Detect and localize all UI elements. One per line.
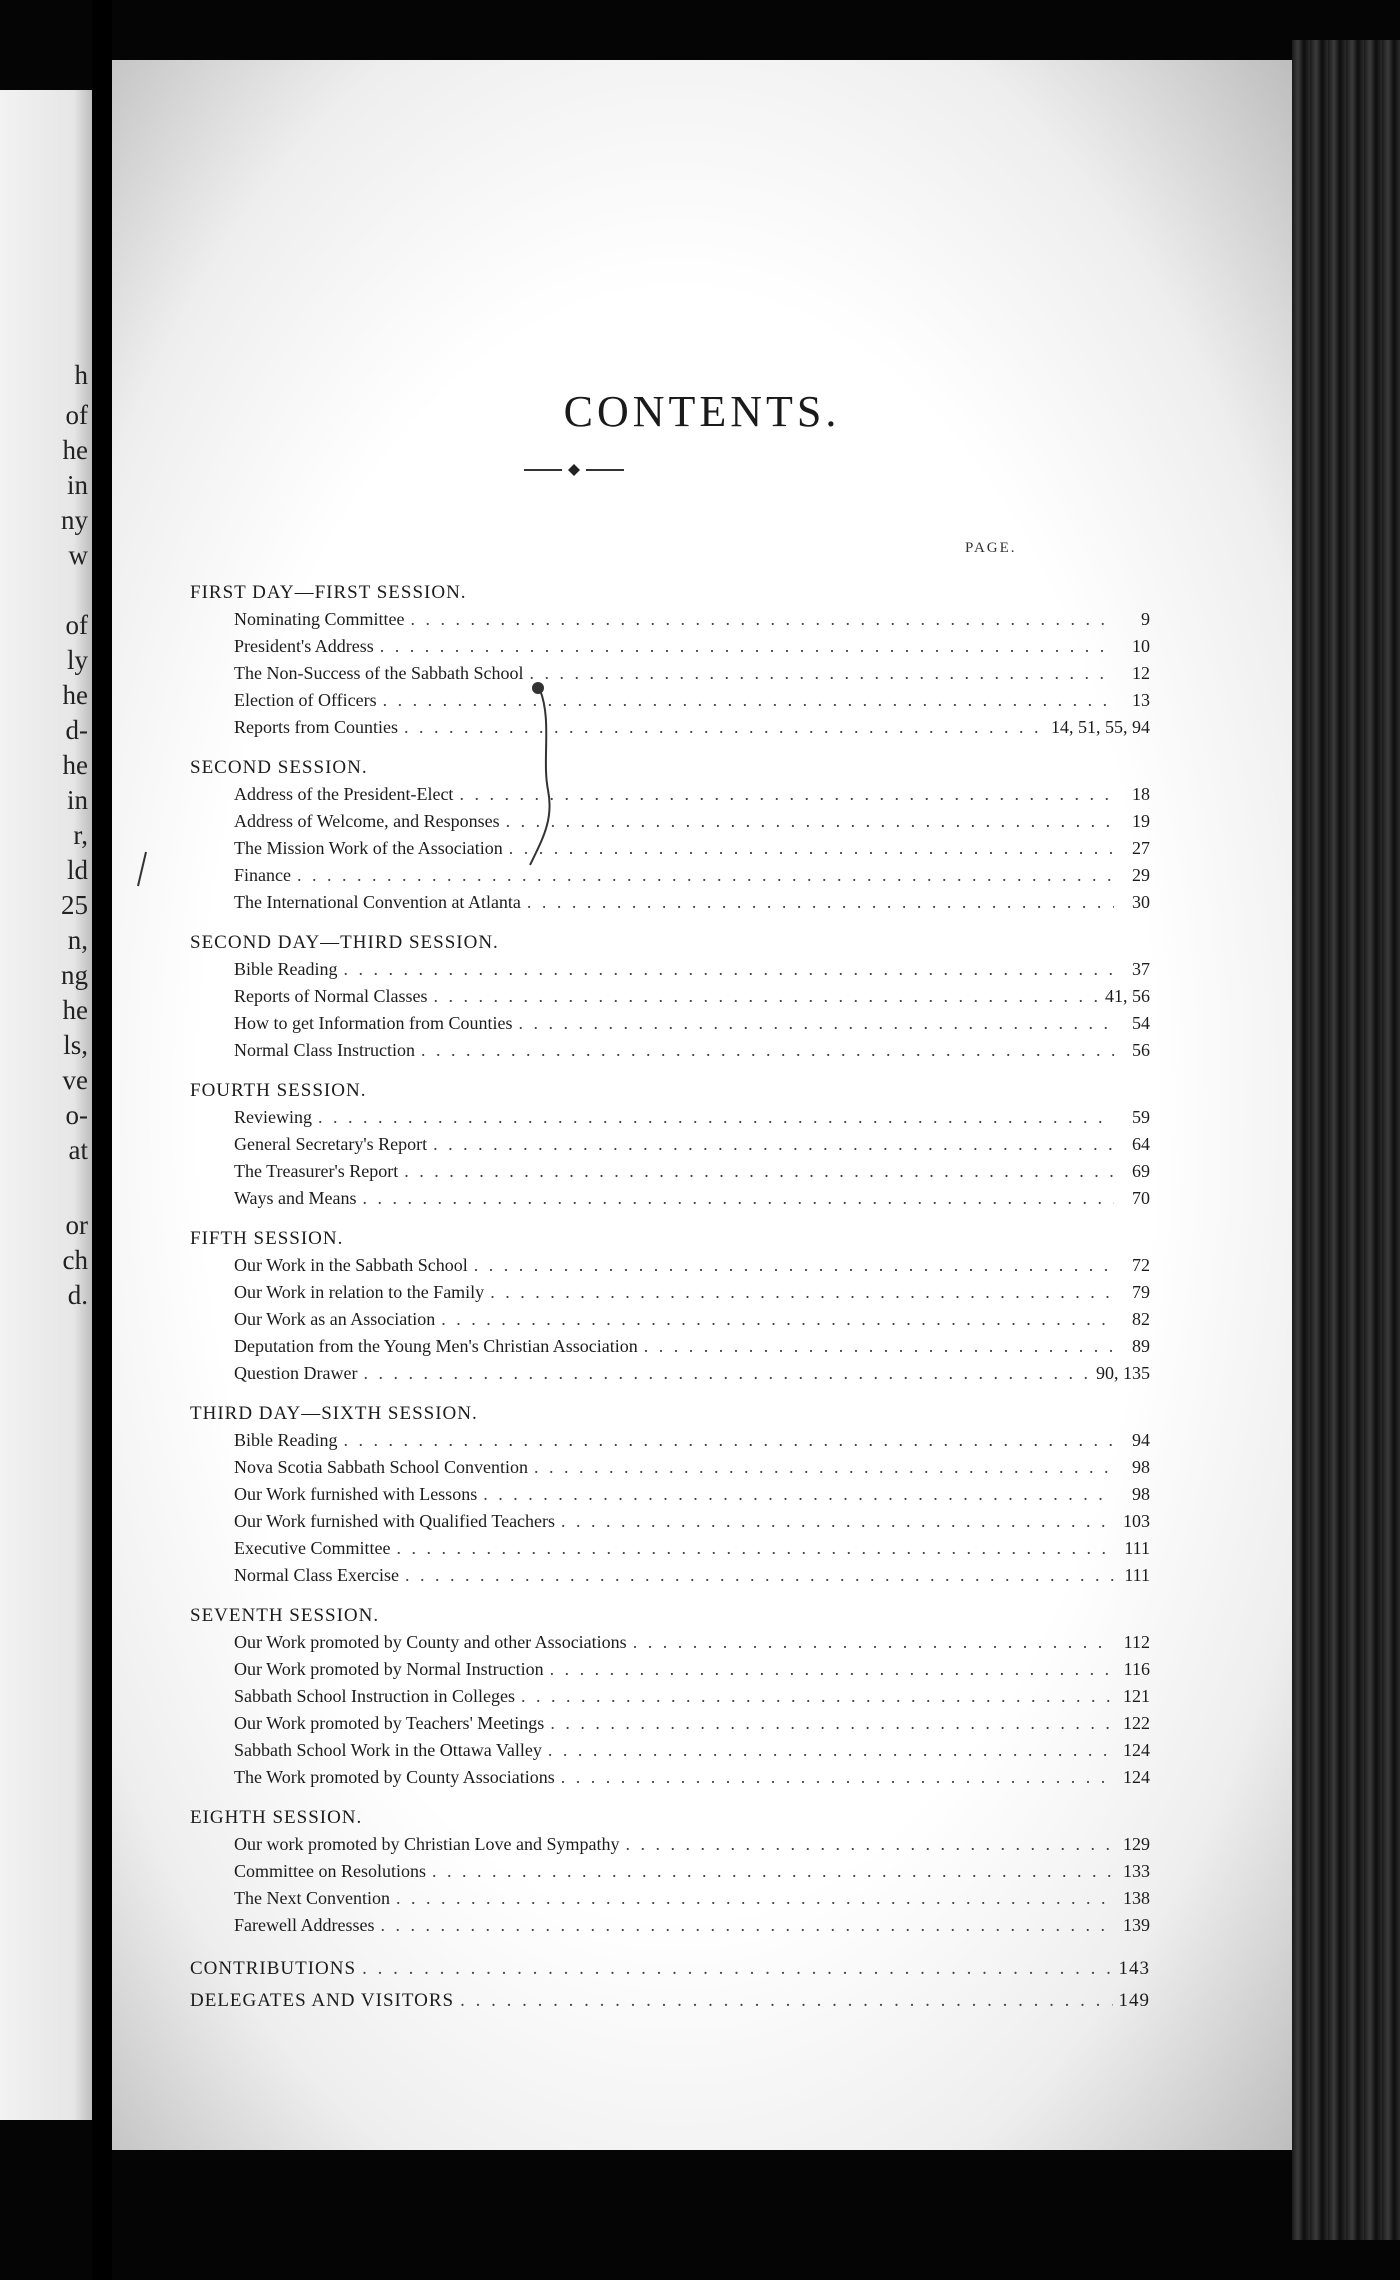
left-page-text-fragment: r, [73, 820, 88, 850]
entry-label: Our Work as an Association [234, 1309, 436, 1329]
dot-leader [550, 1710, 1114, 1737]
dot-leader [383, 687, 1114, 714]
toc-entry [190, 956, 1150, 983]
left-page-text-fragment: he [62, 750, 88, 780]
entry-label: Executive Committee [234, 1538, 391, 1558]
left-page-text-fragment: w [68, 540, 88, 570]
dot-leader [518, 1010, 1114, 1037]
toc-entry [190, 1912, 1150, 1939]
entry-label: Address of Welcome, and Responses [234, 811, 500, 831]
dot-leader [644, 1333, 1114, 1360]
left-page-text-fragment: he [62, 680, 88, 710]
left-page-text-fragment: in [66, 470, 88, 500]
left-page-text-fragment: d. [67, 1280, 88, 1310]
dot-leader [363, 1185, 1114, 1212]
entry-page-number: 98 [1132, 1457, 1150, 1477]
toc-entry [190, 1131, 1150, 1158]
dot-leader [396, 1885, 1114, 1912]
entry-page-number: 54 [1132, 1013, 1150, 1033]
entry-label: DELEGATES AND VISITORS [190, 1990, 455, 2011]
entry-page-number: 138 [1123, 1888, 1150, 1908]
left-page-text-fragment: of [65, 610, 88, 640]
toc-entry [190, 1427, 1150, 1454]
toc-section [190, 1401, 1150, 1589]
entry-page-number: 133 [1123, 1861, 1150, 1881]
entry-page-number: 124 [1123, 1767, 1150, 1787]
entry-label: Reviewing [234, 1107, 312, 1127]
section-heading: FIRST DAY—FIRST SESSION. [190, 582, 467, 603]
left-page-text-fragment: d- [65, 715, 88, 745]
entry-page-number: 37 [1132, 959, 1150, 979]
section-heading: FOURTH SESSION. [190, 1080, 367, 1101]
dot-leader [297, 862, 1114, 889]
dot-leader [380, 633, 1114, 660]
entry-page-number: 70 [1132, 1188, 1150, 1208]
dot-leader [363, 1360, 1090, 1387]
dot-leader [534, 1454, 1114, 1481]
entry-label: The International Convention at Atlanta [234, 892, 521, 912]
entry-page-number: 29 [1132, 865, 1150, 885]
toc-entry [190, 1158, 1150, 1185]
left-page-text-fragment: of [65, 400, 88, 430]
dot-leader [343, 1427, 1114, 1454]
entry-label: Normal Class Instruction [234, 1040, 415, 1060]
entry-label: Address of the President-Elect [234, 784, 454, 804]
toc-entry [190, 1858, 1150, 1885]
entry-page-number: 12 [1132, 663, 1150, 683]
toc-entry [190, 1885, 1150, 1912]
toc-entry [190, 606, 1150, 633]
toc-entry [190, 1037, 1150, 1064]
entry-label: The Work promoted by County Associations [234, 1767, 555, 1787]
dot-leader [405, 1562, 1114, 1589]
toc-entry [190, 1656, 1150, 1683]
entry-label: Our Work furnished with Qualified Teachers [234, 1511, 556, 1531]
toc-entry [190, 1360, 1150, 1387]
left-page-text-fragment: or [65, 1210, 88, 1240]
left-page-text-fragment: ve [62, 1065, 88, 1095]
toc-closing-entry [190, 1953, 1150, 1985]
dot-leader [404, 714, 1045, 741]
page-column-label: PAGE. [965, 540, 1017, 556]
toc-entry [190, 1333, 1150, 1360]
toc-section [190, 755, 1150, 916]
toc-section [190, 1603, 1150, 1791]
left-page-text-fragment: o- [65, 1100, 88, 1130]
entry-page-number: 122 [1123, 1713, 1150, 1733]
entry-page-number: 19 [1132, 811, 1150, 831]
entry-page-number: 56 [1132, 1040, 1150, 1060]
entry-page-number: 103 [1123, 1511, 1150, 1531]
toc-entry [190, 1104, 1150, 1131]
toc-closing-entry [190, 1985, 1150, 2017]
dot-leader [550, 1656, 1114, 1683]
toc-entry [190, 1306, 1150, 1333]
section-heading: SECOND DAY—THIRD SESSION. [190, 932, 499, 953]
entry-label: CONTRIBUTIONS [190, 1958, 357, 1979]
left-page-text-fragment: ng [61, 960, 88, 990]
dot-leader [410, 606, 1114, 633]
left-page-text-fragment: n, [67, 925, 88, 955]
dot-leader [404, 1158, 1114, 1185]
toc-section [190, 1226, 1150, 1387]
toc-entry [190, 714, 1150, 741]
entry-label: The Mission Work of the Association [234, 838, 503, 858]
toc-entry [190, 687, 1150, 714]
entry-page-number: 116 [1123, 1659, 1150, 1679]
dot-leader [625, 1831, 1114, 1858]
entry-label: Nova Scotia Sabbath School Convention [234, 1457, 528, 1477]
dot-leader [460, 1985, 1112, 2017]
entry-label: Our Work promoted by Teachers' Meetings [234, 1713, 545, 1733]
entry-label: Election of Officers [234, 690, 377, 710]
dot-leader [561, 1764, 1114, 1791]
toc-entry [190, 983, 1150, 1010]
toc-entry [190, 660, 1150, 687]
entry-label: The Non-Success of the Sabbath School [234, 663, 524, 683]
entry-label: Our Work in relation to the Family [234, 1282, 485, 1302]
gutter-shadow [92, 0, 112, 2280]
entry-label: President's Address [234, 636, 374, 656]
entry-label: Question Drawer [234, 1363, 358, 1383]
toc-section [190, 1805, 1150, 1939]
left-page-text-fragment: ls, [63, 1030, 88, 1060]
page-title: CONTENTS. [563, 387, 841, 436]
title-ornament [524, 460, 624, 480]
entry-label: Sabbath School Work in the Ottawa Valley [234, 1740, 542, 1760]
toc-entry [190, 1508, 1150, 1535]
entry-page-number: 14, 51, 55, 94 [1051, 717, 1150, 737]
toc-entry [190, 1252, 1150, 1279]
entry-label: Reports from Counties [234, 717, 398, 737]
pen-mark [522, 680, 562, 870]
left-page-text-fragment: ch [62, 1245, 88, 1275]
entry-label: Bible Reading [234, 959, 338, 979]
dot-leader [633, 1629, 1114, 1656]
toc-entry [190, 633, 1150, 660]
toc-entry [190, 1535, 1150, 1562]
entry-label: Finance [234, 865, 291, 885]
entry-page-number: 18 [1132, 784, 1150, 804]
dot-leader [474, 1252, 1114, 1279]
toc-entry [190, 1481, 1150, 1508]
section-heading: FIFTH SESSION. [190, 1228, 344, 1249]
toc-entry [190, 1831, 1150, 1858]
toc-entry [190, 862, 1150, 889]
entry-label: Bible Reading [234, 1430, 338, 1450]
toc-entry [190, 1562, 1150, 1589]
entry-page-number: 90, 135 [1096, 1363, 1150, 1383]
entry-page-number: 111 [1124, 1565, 1150, 1585]
left-page-text-fragment: ny [61, 505, 88, 535]
entry-label: Normal Class Exercise [234, 1565, 399, 1585]
contents-page [112, 60, 1292, 2150]
toc-sections [190, 580, 1150, 1939]
entry-page-number: 149 [1118, 1990, 1150, 2011]
toc-entry [190, 835, 1150, 862]
entry-label: Committee on Resolutions [234, 1861, 426, 1881]
dot-leader [521, 1683, 1114, 1710]
entry-label: Farewell Addresses [234, 1915, 375, 1935]
entry-label: General Secretary's Report [234, 1134, 428, 1154]
entry-label: Our Work promoted by County and other Associations [234, 1632, 627, 1652]
toc-entry [190, 1010, 1150, 1037]
dot-leader [483, 1481, 1114, 1508]
entry-page-number: 59 [1132, 1107, 1150, 1127]
entry-page-number: 82 [1132, 1309, 1150, 1329]
entry-label: Sabbath School Instruction in Colleges [234, 1686, 515, 1706]
dot-leader [441, 1306, 1114, 1333]
dot-leader [561, 1508, 1114, 1535]
toc-entry [190, 1710, 1150, 1737]
dot-leader [506, 808, 1114, 835]
toc-entry [190, 1185, 1150, 1212]
entry-page-number: 79 [1132, 1282, 1150, 1302]
entry-page-number: 94 [1132, 1430, 1150, 1450]
section-heading: SEVENTH SESSION. [190, 1605, 380, 1626]
left-page-edge [0, 90, 92, 2120]
dot-leader [433, 983, 1099, 1010]
entry-label: How to get Information from Counties [234, 1013, 513, 1033]
entry-page-number: 41, 56 [1105, 986, 1150, 1006]
entry-page-number: 89 [1132, 1336, 1150, 1356]
table-of-contents [190, 580, 1150, 2017]
entry-page-number: 30 [1132, 892, 1150, 912]
entry-label: Ways and Means [234, 1188, 357, 1208]
toc-entry [190, 1737, 1150, 1764]
entry-page-number: 72 [1132, 1255, 1150, 1275]
toc-entry [190, 781, 1150, 808]
left-page-text-fragment: ld [66, 855, 88, 885]
toc-entry [190, 1454, 1150, 1481]
entry-page-number: 13 [1132, 690, 1150, 710]
dot-leader [548, 1737, 1114, 1764]
entry-page-number: 139 [1123, 1915, 1150, 1935]
entry-page-number: 10 [1132, 636, 1150, 656]
toc-section [190, 1078, 1150, 1212]
entry-page-number: 112 [1123, 1632, 1150, 1652]
section-heading: EIGHTH SESSION. [190, 1807, 363, 1828]
entry-page-number: 129 [1123, 1834, 1150, 1854]
toc-entry [190, 1683, 1150, 1710]
entry-label: Our Work in the Sabbath School [234, 1255, 468, 1275]
entry-page-number: 143 [1118, 1958, 1150, 1979]
entry-page-number: 121 [1123, 1686, 1150, 1706]
left-page-text-fragment: h [74, 360, 88, 390]
left-page-text-fragment: in [66, 785, 88, 815]
entry-page-number: 111 [1124, 1538, 1150, 1558]
dot-leader [509, 835, 1114, 862]
toc-entry [190, 808, 1150, 835]
entry-page-number: 64 [1132, 1134, 1150, 1154]
dot-leader [529, 660, 1114, 687]
toc-closing-entries [190, 1953, 1150, 2017]
entry-page-number: 27 [1132, 838, 1150, 858]
toc-section [190, 580, 1150, 741]
left-page-text-fragment: at [68, 1135, 88, 1165]
entry-label: The Next Convention [234, 1888, 390, 1908]
toc-section [190, 930, 1150, 1064]
entry-label: The Treasurer's Report [234, 1161, 399, 1181]
entry-label: Our Work furnished with Lessons [234, 1484, 478, 1504]
entry-page-number: 69 [1132, 1161, 1150, 1181]
left-page-text-fragment: he [62, 435, 88, 465]
dot-leader [318, 1104, 1114, 1131]
entry-label: Nominating Committee [234, 609, 405, 629]
toc-entry [190, 1764, 1150, 1791]
left-page-text-fragment: ly [66, 645, 88, 675]
entry-page-number: 98 [1132, 1484, 1150, 1504]
left-page-text-fragment: 25 [61, 890, 88, 920]
section-heading: SECOND SESSION. [190, 757, 368, 778]
section-heading: THIRD DAY—SIXTH SESSION. [190, 1403, 478, 1424]
dot-leader [396, 1535, 1114, 1562]
entry-label: Our Work promoted by Normal Instruction [234, 1659, 544, 1679]
left-page-text-fragment: he [62, 995, 88, 1025]
book-binding [1292, 40, 1400, 2240]
dot-leader [490, 1279, 1114, 1306]
toc-entry [190, 889, 1150, 916]
dot-leader [380, 1912, 1114, 1939]
entry-label: Reports of Normal Classes [234, 986, 428, 1006]
toc-entry [190, 1629, 1150, 1656]
pen-mark-left [132, 850, 152, 890]
dot-leader [432, 1858, 1114, 1885]
dot-leader [421, 1037, 1114, 1064]
entry-label: Deputation from the Young Men's Christian Association [234, 1336, 638, 1356]
dot-leader [343, 956, 1114, 983]
entry-page-number: 124 [1123, 1740, 1150, 1760]
entry-label: Our work promoted by Christian Love and Sympathy [234, 1834, 620, 1854]
toc-entry [190, 1279, 1150, 1306]
dot-leader [362, 1953, 1112, 1985]
entry-page-number: 9 [1141, 609, 1150, 629]
dot-leader [527, 889, 1114, 916]
dot-leader [433, 1131, 1114, 1158]
